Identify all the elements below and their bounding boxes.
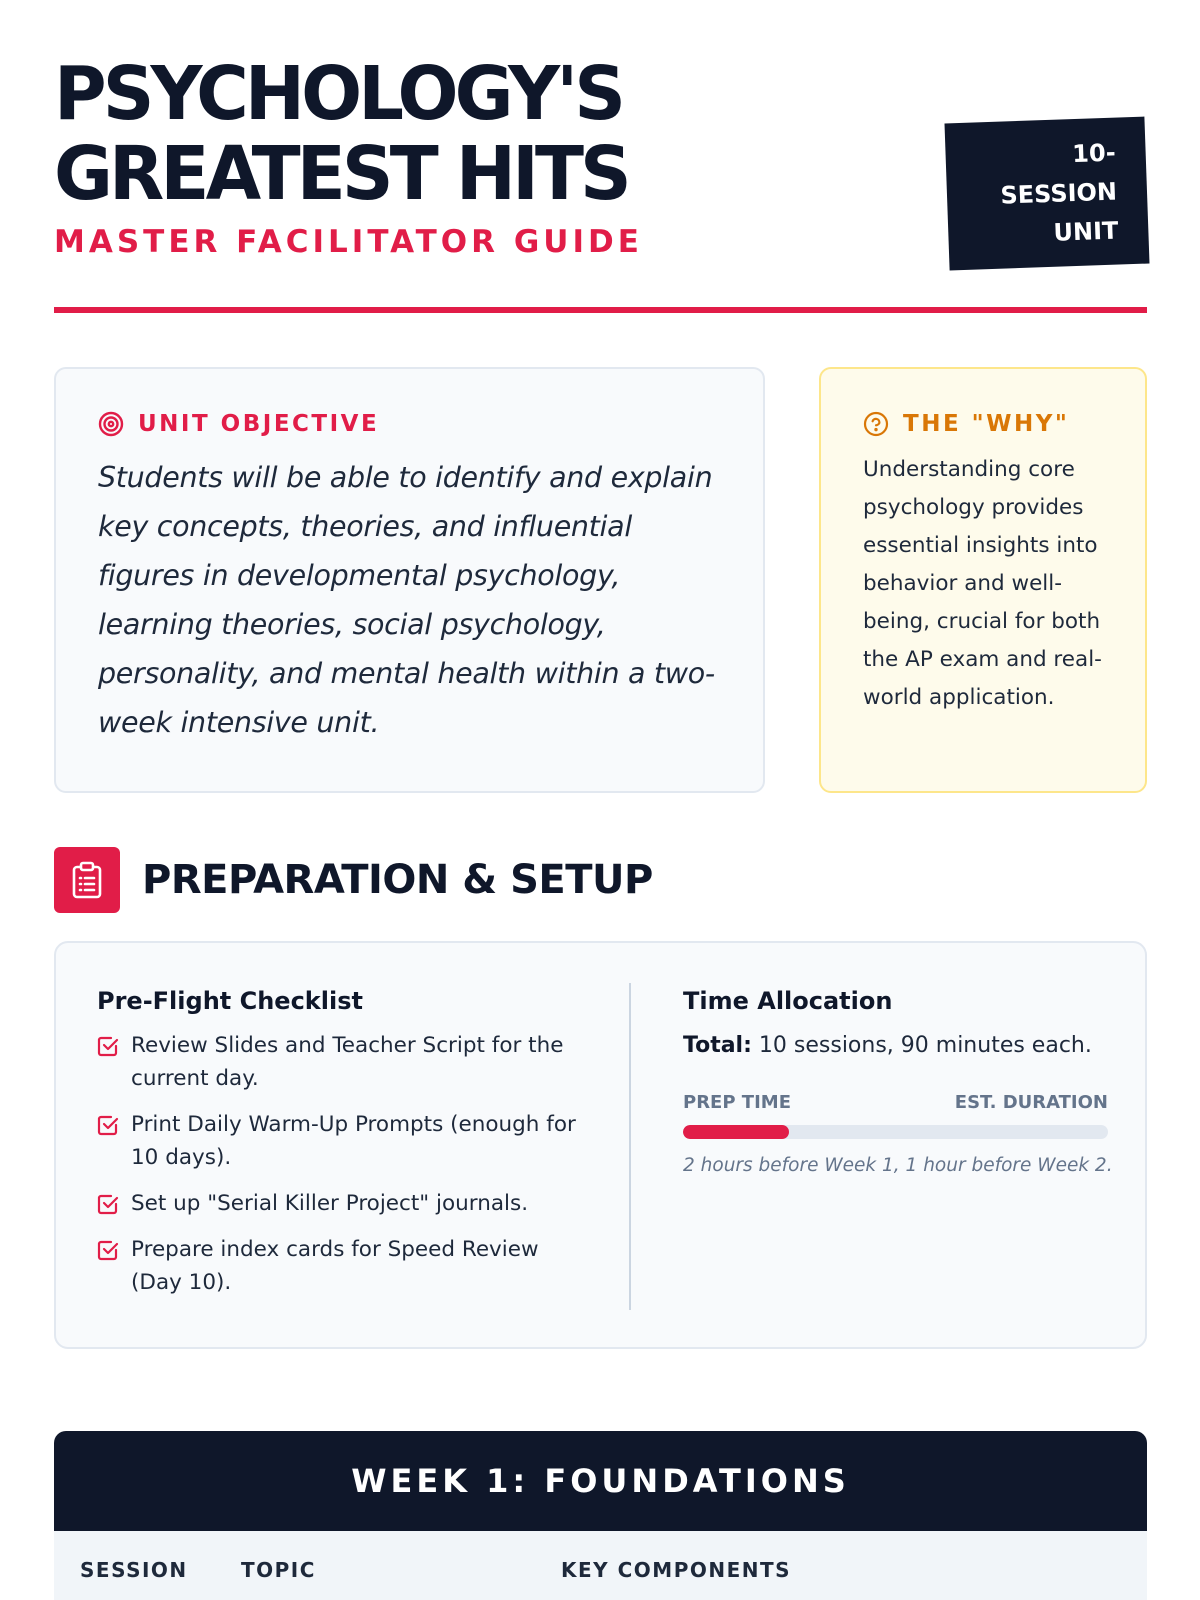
checklist-item [97,1233,577,1299]
check-square-icon [97,1035,119,1057]
week-1-table [54,1431,1147,1600]
bar-labels [683,1092,1108,1113]
objective-label-row [98,411,721,437]
prep-time-note: 2 hours before Week 1, 1 hour before Week 2. [683,1155,1113,1176]
checklist-item-text: Set up "Serial Killer Project" journals. [131,1191,529,1216]
section-icon-box [54,847,120,913]
facilitator-guide-page [54,0,1147,1600]
est-duration-label: EST. DURATION [954,1092,1108,1113]
checklist-item [97,1187,577,1220]
page-subtitle: MASTER FACILITATOR GUIDE [54,224,643,260]
check-square-icon [97,1193,119,1215]
total-line [683,1029,1108,1062]
title-line-1: PSYCHOLOGY'S [54,51,623,137]
badge-line-1: 10- [1071,138,1117,169]
checklist [97,1029,577,1299]
column-header-key-components: KEY COMPONENTS [561,1558,792,1582]
why-text: Understanding core psychology provides essential insights into behavior and well-being, crucial for both the AP exam and real-world application. [863,457,1102,710]
question-circle-icon [863,411,889,437]
check-square-icon [97,1114,119,1136]
prep-time-bar [683,1125,1108,1139]
checklist-title: Pre-Flight Checklist [97,987,363,1015]
time-allocation-column [683,987,1113,1176]
checklist-item-text: Review Slides and Teacher Script for the current day. [131,1033,564,1091]
checklist-item [97,1108,577,1174]
preparation-heading [54,847,653,913]
week-1-title: WEEK 1: FOUNDATIONS [54,1431,1147,1531]
checklist-item [97,1029,577,1095]
column-header-topic: TOPIC [241,1558,316,1582]
check-square-icon [97,1239,119,1261]
header-divider [54,307,1147,313]
checklist-item-text: Print Daily Warm-Up Prompts (enough for 10 days). [131,1112,576,1170]
prep-time-bar-fill [683,1125,789,1139]
title-line-2: GREATEST HITS [54,131,628,217]
preparation-card [54,941,1147,1349]
total-value: 10 sessions, 90 minutes each. [758,1033,1092,1058]
session-count-badge [944,117,1149,271]
checklist-item-text: Prepare index cards for Speed Review (Day 10). [131,1237,539,1295]
time-allocation-title: Time Allocation [683,987,893,1015]
checklist-column [97,987,577,1312]
why-label-row [863,411,1115,437]
total-label: Total: [683,1033,752,1058]
column-divider [629,983,631,1310]
why-label: THE "WHY" [903,411,1070,437]
why-card [819,367,1147,793]
badge-line-2: SESSION [999,177,1118,210]
column-header-session: SESSION [80,1558,188,1582]
week-1-column-headers [54,1531,1147,1600]
prep-time-label: PREP TIME [683,1092,791,1113]
clipboard-icon [70,861,104,899]
badge-line-3: UNIT [1053,216,1119,247]
unit-objective-card [54,367,765,793]
page-title [54,51,628,217]
target-icon [98,411,124,437]
objective-text: Students will be able to identify and explain key concepts, theories, and influential figures in developmental psychology, learning theories, social psychology, personality, and mental health within a two-week intensive unit. [98,461,715,739]
objective-label: UNIT OBJECTIVE [138,411,380,437]
section-title: PREPARATION & SETUP [142,857,653,903]
